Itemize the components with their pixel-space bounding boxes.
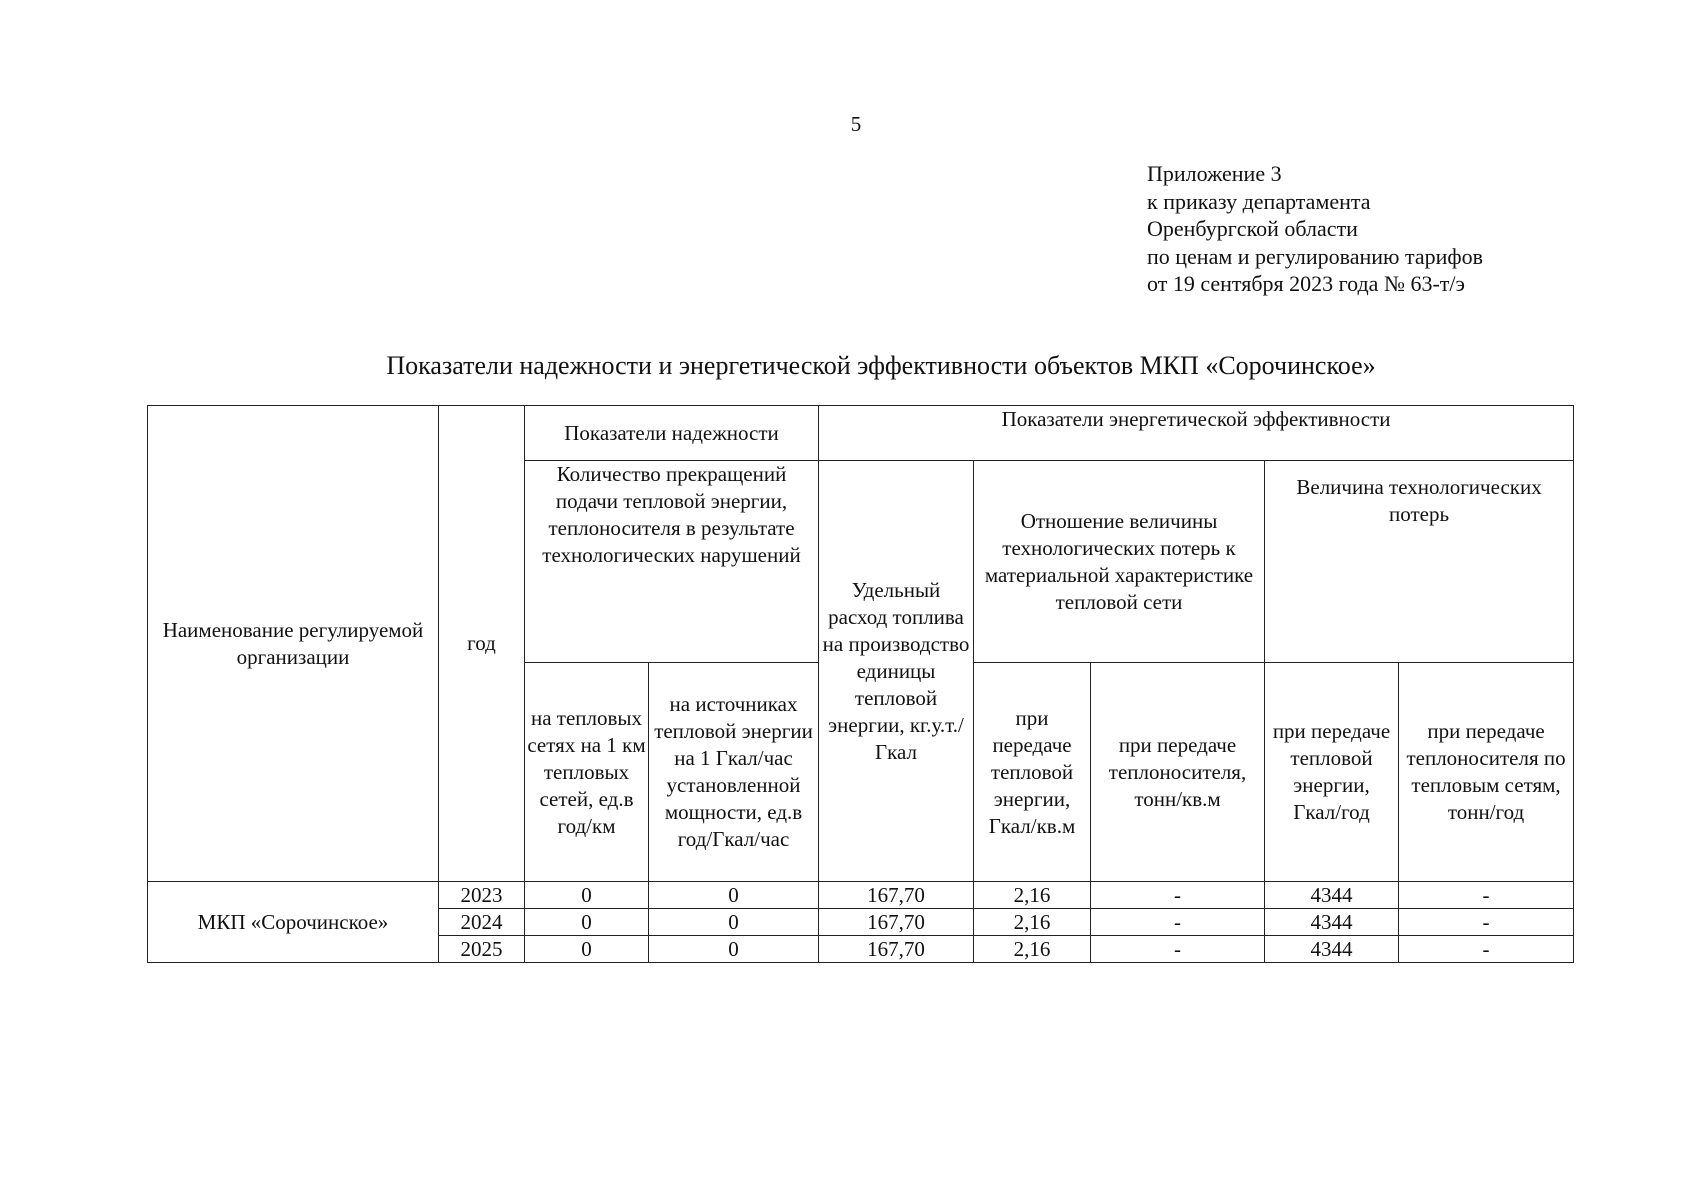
cell-fuel: 167,70	[819, 882, 974, 909]
cell-losses-carrier: -	[1399, 882, 1574, 909]
appendix-line: Приложение 3	[1147, 161, 1282, 186]
appendix-line: Оренбургской области	[1147, 216, 1358, 241]
cell-heat-sources: 0	[649, 909, 819, 936]
header-heat-sources: на источниках тепловой энергии на 1 Гкал/час установленной мощности, ед.в год/Гкал/час	[649, 663, 819, 882]
cell-year: 2024	[439, 909, 525, 936]
cell-year: 2025	[439, 936, 525, 963]
appendix-line: к приказу департамента	[1147, 188, 1371, 214]
header-losses: Величина технологических потерь	[1265, 461, 1574, 663]
cell-year: 2023	[439, 882, 525, 909]
header-year: год	[439, 406, 525, 882]
cell-losses-heat: 4344	[1265, 936, 1399, 963]
cell-heat-sources: 0	[649, 936, 819, 963]
header-energy-efficiency: Показатели энергетической эффективности	[819, 406, 1574, 461]
appendix-reference	[1147, 160, 1483, 298]
page-number: 5	[850, 112, 862, 136]
header-org-name: Наименование регулируемой организации	[148, 406, 439, 882]
header-reliability: Показатели надежности	[525, 406, 819, 461]
cell-heat-networks: 0	[525, 936, 649, 963]
cell-heat-networks: 0	[525, 909, 649, 936]
header-losses-heat: при передаче тепловой энергии, Гкал/год	[1265, 663, 1399, 882]
cell-ratio-carrier: -	[1091, 909, 1265, 936]
cell-ratio-heat: 2,16	[974, 882, 1091, 909]
cell-ratio-carrier: -	[1091, 936, 1265, 963]
cell-fuel: 167,70	[819, 909, 974, 936]
cell-ratio-heat: 2,16	[974, 936, 1091, 963]
cell-ratio-heat: 2,16	[974, 909, 1091, 936]
header-interruptions: Количество прекращений подачи тепловой энергии, теплоносителя в результате технологических нарушений	[525, 461, 819, 663]
cell-losses-heat: 4344	[1265, 909, 1399, 936]
cell-fuel: 167,70	[819, 936, 974, 963]
cell-heat-networks: 0	[525, 882, 649, 909]
header-loss-ratio-carrier: при передаче теплоносителя, тонн/кв.м	[1091, 663, 1265, 882]
appendix-line: от 19 сентября 2023 года № 63-т/э	[1147, 271, 1465, 296]
table-row	[148, 882, 1574, 909]
cell-losses-heat: 4344	[1265, 882, 1399, 909]
cell-ratio-carrier: -	[1091, 882, 1265, 909]
cell-losses-carrier: -	[1399, 909, 1574, 936]
cell-losses-carrier: -	[1399, 936, 1574, 963]
indicators-table	[147, 405, 1574, 963]
header-heat-networks: на тепловых сетях на 1 км тепловых сетей, ед.в год/км	[525, 663, 649, 882]
header-loss-ratio-heat: при передаче тепловой энергии, Гкал/кв.м	[974, 663, 1091, 882]
cell-heat-sources: 0	[649, 882, 819, 909]
header-loss-ratio: Отношение величины технологических потерь к материальной характеристике тепловой сети	[974, 461, 1265, 663]
header-losses-carrier: при передаче теплоносителя по тепловым сетям, тонн/год	[1399, 663, 1574, 882]
header-fuel-consumption: Удельный расход топлива на производство единицы тепловой энергии, кг.у.т./Гкал	[819, 461, 974, 882]
appendix-line: по ценам и регулированию тарифов	[1147, 243, 1484, 269]
organization-name: МКП «Сорочинское»	[148, 882, 439, 963]
document-title: Показатели надежности и энергетической эффективности объектов МКП «Сорочинское»	[386, 351, 1376, 380]
